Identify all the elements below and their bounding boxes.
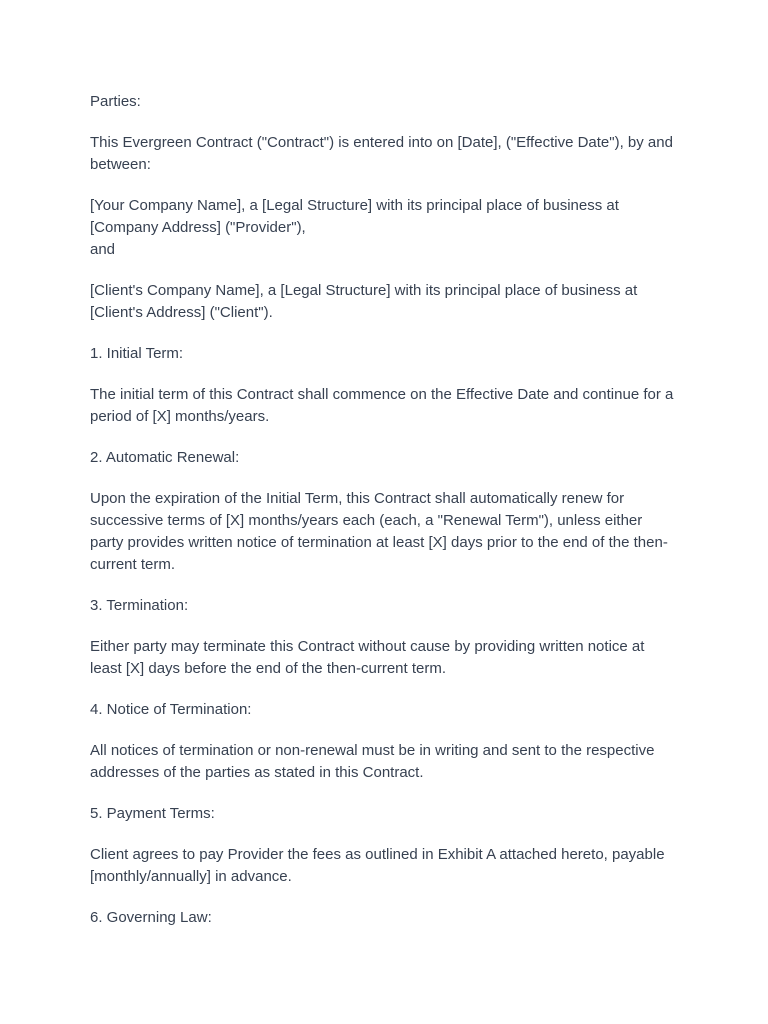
section-heading-governing-law: 6. Governing Law: (90, 909, 212, 926)
section-body-notice-of-termination: All notices of termination or non-renewal must be in writing and sent to the respective addresses of the parties as stated in this Contract. (90, 742, 655, 781)
section-heading-payment-terms: 5. Payment Terms: (90, 805, 215, 822)
section-body-initial-term: The initial term of this Contract shall commence on the Effective Date and continue for a period of [X] months/years. (90, 386, 674, 425)
provider-paragraph: [Your Company Name], a [Legal Structure] with its principal place of business at [Company Address] ("Provider"), (90, 197, 619, 236)
section-heading-automatic-renewal: 2. Automatic Renewal: (90, 449, 240, 466)
section-heading-notice-of-termination: 4. Notice of Termination: (90, 701, 252, 718)
section-body-payment-terms: Client agrees to pay Provider the fees as outlined in Exhibit A attached hereto, payable [monthly/annually] in advance. (90, 846, 665, 885)
section-body-automatic-renewal: Upon the expiration of the Initial Term, this Contract shall automatically renew for successive terms of [X] months/years each (each, a "Renewal Term"), unless either party provides written notice of termination at least [X] days prior to the end of the then-current term. (90, 490, 668, 573)
section-heading-termination: 3. Termination: (90, 597, 189, 614)
section-body-termination: Either party may terminate this Contract without cause by providing written notice at least [X] days before the end of the then-current term. (90, 638, 645, 677)
parties-heading: Parties: (90, 93, 141, 110)
and-connector: and (90, 241, 116, 258)
contract-document (90, 91, 674, 948)
intro-paragraph: This Evergreen Contract ("Contract") is entered into on [Date], ("Effective Date"), by and between: (90, 134, 673, 173)
client-paragraph: [Client's Company Name], a [Legal Structure] with its principal place of business at [Client's Address] ("Client"). (90, 282, 638, 321)
section-heading-initial-term: 1. Initial Term: (90, 345, 184, 362)
